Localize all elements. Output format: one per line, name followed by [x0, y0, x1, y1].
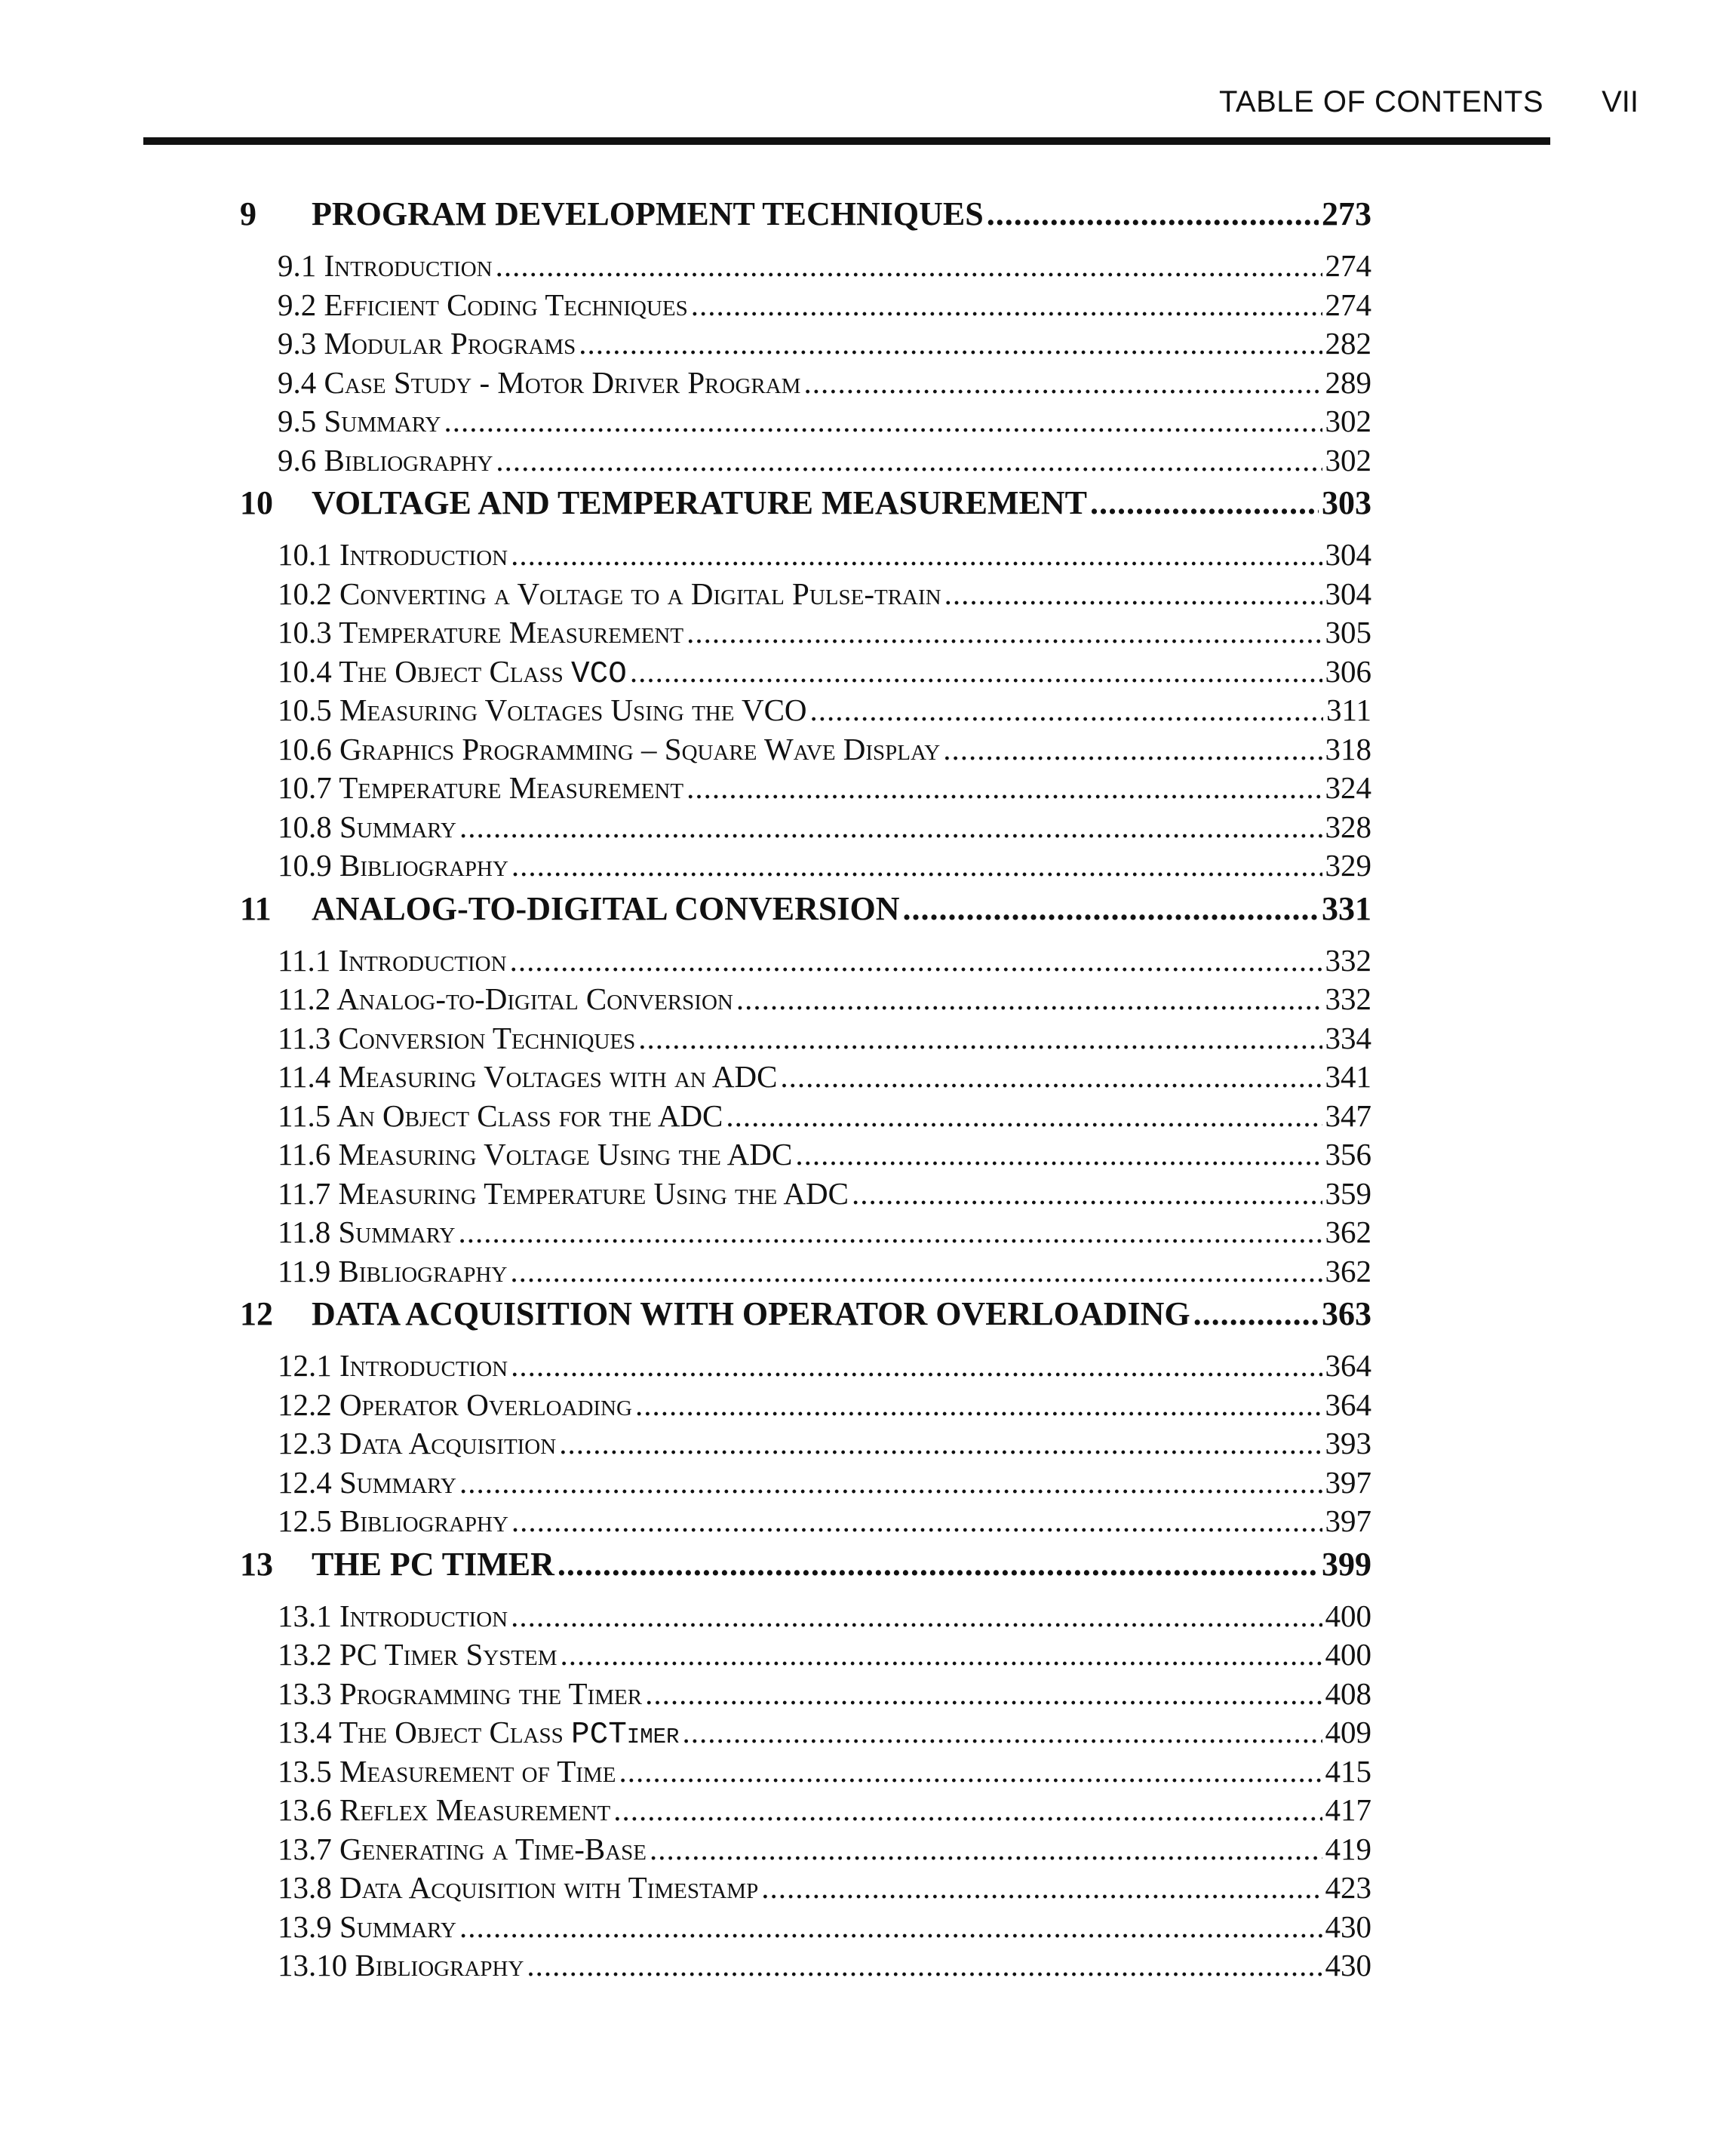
section-title-group	[278, 731, 940, 767]
section-title-group	[278, 1253, 507, 1289]
section-page-number: 423	[1325, 1870, 1371, 1905]
section-page-number: 356	[1325, 1137, 1371, 1172]
chapter-block	[240, 889, 1371, 1292]
dot-leader	[686, 614, 1322, 650]
dot-leader	[645, 1675, 1322, 1712]
section-page-number: 328	[1325, 809, 1371, 844]
chapter-title: DATA ACQUISITION WITH OPERATOR OVERLOADING	[312, 1295, 1190, 1332]
section-entry[interactable]	[240, 1753, 1371, 1792]
section-number: 10.8	[278, 809, 332, 844]
section-title: PC Timer System	[339, 1637, 557, 1672]
section-title-group	[278, 1675, 642, 1712]
dot-leader	[810, 692, 1323, 728]
dot-leader	[943, 731, 1322, 767]
section-title: Data Acquisition	[339, 1426, 557, 1460]
section-title: Operator Overloading	[339, 1387, 632, 1422]
dot-leader	[987, 195, 1319, 233]
section-title-group	[278, 1214, 455, 1250]
section-title: Modular Programs	[324, 326, 576, 361]
section-page-number: 400	[1325, 1598, 1371, 1633]
dot-leader	[780, 1058, 1322, 1095]
dot-leader	[459, 809, 1322, 845]
dot-leader	[444, 403, 1322, 439]
section-title-group	[278, 1909, 456, 1945]
section-page-number: 362	[1325, 1253, 1371, 1288]
section-number: 10.4	[278, 653, 332, 689]
dot-leader	[511, 1598, 1322, 1634]
section-page-number: 274	[1325, 248, 1371, 283]
section-page-number: 362	[1325, 1215, 1371, 1249]
section-page-number: 305	[1325, 615, 1371, 650]
section-number: 13.2	[278, 1637, 332, 1672]
section-title: The Object Class	[339, 653, 564, 689]
section-title: Introduction	[324, 248, 493, 283]
section-title-group	[278, 1636, 557, 1672]
section-title: Introduction	[338, 942, 507, 978]
section-title-group	[278, 536, 508, 573]
section-number: 11.4	[278, 1059, 331, 1094]
table-of-contents	[240, 195, 1371, 1989]
header-title: TABLE OF CONTENTS	[1218, 85, 1543, 118]
section-entry[interactable]	[240, 1058, 1371, 1098]
section-entry[interactable]	[240, 364, 1371, 404]
section-title: An Object Class for the ADC	[336, 1098, 723, 1133]
section-number: 11.9	[278, 1253, 331, 1288]
section-title: Measuring Voltages with an ADC	[338, 1059, 778, 1094]
section-code-name: PCTimer	[571, 1718, 680, 1752]
section-number: 12.4	[278, 1464, 332, 1500]
section-number: 11.7	[278, 1175, 331, 1211]
section-number: 13.7	[278, 1831, 332, 1866]
section-title-group	[278, 1098, 723, 1134]
section-page-number: 318	[1325, 731, 1371, 766]
section-entry[interactable]	[240, 1598, 1371, 1637]
header-rule	[143, 137, 1550, 145]
section-title: Data Acquisition with Timestamp	[339, 1870, 759, 1905]
chapter-page-number: 399	[1322, 1545, 1371, 1583]
chapter-block	[240, 484, 1371, 886]
section-page-number: 341	[1325, 1059, 1371, 1094]
dot-leader	[561, 1636, 1322, 1672]
section-entry[interactable]	[240, 1503, 1371, 1542]
section-title: Summary	[339, 1464, 456, 1500]
section-page-number: 430	[1325, 1909, 1371, 1944]
section-entry[interactable]	[240, 325, 1371, 364]
section-title-group	[278, 653, 627, 692]
dot-leader	[650, 1831, 1322, 1867]
dot-leader	[1193, 1295, 1319, 1333]
section-entry[interactable]	[240, 769, 1371, 809]
chapter-block	[240, 1545, 1371, 1986]
section-number: 11.5	[278, 1098, 331, 1133]
section-number: 13.6	[278, 1792, 332, 1827]
section-code-name: VCO	[571, 656, 627, 692]
section-title-group	[278, 1714, 679, 1752]
section-page-number: 311	[1326, 693, 1371, 727]
section-entry[interactable]	[240, 1464, 1371, 1503]
section-title: Bibliography	[338, 1253, 508, 1288]
dot-leader	[619, 1753, 1322, 1789]
section-page-number: 334	[1325, 1020, 1371, 1055]
section-title-group	[278, 692, 807, 728]
section-title: Measurement of Time	[339, 1753, 616, 1789]
dot-leader	[511, 536, 1322, 573]
chapter-page-number: 331	[1322, 889, 1371, 927]
section-title-group	[278, 1136, 792, 1172]
section-number: 12.3	[278, 1426, 332, 1460]
section-entry[interactable]	[240, 1792, 1371, 1831]
section-title: The Object Class	[339, 1715, 564, 1749]
section-entry[interactable]	[240, 1175, 1371, 1215]
section-entry[interactable]	[240, 287, 1371, 326]
section-entry[interactable]	[240, 536, 1371, 576]
section-page-number: 302	[1325, 442, 1371, 478]
section-title-group	[278, 364, 800, 401]
dot-leader	[579, 325, 1322, 361]
section-page-number: 324	[1325, 770, 1371, 805]
section-entry[interactable]	[240, 1675, 1371, 1715]
section-number: 13.5	[278, 1753, 332, 1789]
section-entry[interactable]	[240, 247, 1371, 287]
section-page-number: 306	[1325, 653, 1371, 689]
section-title-group	[278, 403, 441, 439]
section-page-number: 430	[1325, 1948, 1371, 1982]
section-entry[interactable]	[240, 847, 1371, 886]
chapter-page-number: 273	[1322, 195, 1371, 232]
section-entry[interactable]	[240, 1214, 1371, 1253]
section-number: 10.9	[278, 848, 332, 883]
section-entry[interactable]	[240, 1387, 1371, 1426]
section-number: 9.2	[278, 287, 317, 322]
section-number: 10.7	[278, 770, 332, 805]
chapter-entry[interactable]	[240, 1295, 1371, 1347]
section-entry[interactable]	[240, 731, 1371, 770]
section-title: Introduction	[339, 1598, 508, 1633]
section-number: 10.5	[278, 693, 332, 727]
chapter-title: VOLTAGE AND TEMPERATURE MEASUREMENT	[312, 484, 1087, 521]
section-page-number: 400	[1325, 1637, 1371, 1672]
section-title-group	[278, 1347, 508, 1384]
section-title-group	[278, 981, 733, 1017]
section-page-number: 332	[1325, 981, 1371, 1016]
chapter-page-number: 363	[1322, 1295, 1371, 1332]
section-title: Temperature Measurement	[339, 770, 684, 805]
section-title-group	[278, 847, 508, 883]
section-number: 11.1	[278, 942, 331, 978]
dot-leader	[903, 889, 1319, 928]
dot-leader	[511, 1347, 1322, 1384]
section-title-group	[278, 247, 493, 284]
section-title: Measuring Voltage Using the ADC	[338, 1137, 793, 1172]
section-title: Summary	[338, 1215, 456, 1249]
dot-leader	[686, 769, 1322, 806]
section-title-group	[278, 942, 507, 978]
chapter-page-number: 303	[1322, 484, 1371, 521]
section-entry[interactable]	[240, 403, 1371, 442]
section-number: 13.4	[278, 1715, 332, 1749]
section-entry[interactable]	[240, 1714, 1371, 1753]
chapter-entry[interactable]	[240, 889, 1371, 942]
section-title: Conversion Techniques	[338, 1020, 636, 1055]
section-number: 11.2	[278, 981, 331, 1016]
dot-leader	[459, 1464, 1322, 1500]
section-number: 9.4	[278, 364, 317, 400]
dot-leader	[559, 1425, 1322, 1461]
section-entry[interactable]	[240, 653, 1371, 693]
dot-leader	[761, 1869, 1322, 1906]
chapter-number: 10	[240, 484, 273, 521]
section-entry[interactable]	[240, 1020, 1371, 1059]
dot-leader	[726, 1098, 1322, 1134]
section-title: Programming the Timer	[339, 1675, 643, 1711]
section-title: Reflex Measurement	[339, 1792, 611, 1827]
section-title-group	[278, 1464, 456, 1500]
section-title-group	[278, 1598, 508, 1634]
section-entry[interactable]	[240, 1347, 1371, 1387]
section-title-group	[278, 1175, 849, 1212]
section-number: 9.3	[278, 326, 317, 361]
dot-leader	[944, 576, 1322, 612]
dot-leader	[459, 1909, 1322, 1945]
section-title-group	[278, 1869, 758, 1906]
dot-leader	[511, 1503, 1322, 1539]
dot-leader	[736, 981, 1322, 1017]
section-page-number: 289	[1325, 364, 1371, 400]
chapter-number: 11	[240, 889, 272, 927]
section-number: 13.8	[278, 1870, 332, 1905]
section-entry[interactable]	[240, 1831, 1371, 1870]
section-title: Case Study - Motor Driver Program	[324, 364, 801, 400]
section-page-number: 304	[1325, 537, 1371, 572]
section-number: 10.6	[278, 731, 332, 766]
section-page-number: 304	[1325, 576, 1371, 611]
section-number: 12.5	[278, 1503, 332, 1538]
section-number: 11.3	[278, 1020, 331, 1055]
section-title: Graphics Programming – Square Wave Display	[339, 731, 941, 766]
section-page-number: 302	[1325, 404, 1371, 438]
section-title: Summary	[324, 404, 441, 438]
section-title-group	[278, 325, 576, 361]
section-title: Efficient Coding Techniques	[324, 287, 688, 322]
section-title-group	[278, 1503, 508, 1539]
section-number: 9.5	[278, 404, 317, 438]
running-header	[143, 79, 1639, 124]
section-page-number: 397	[1325, 1503, 1371, 1538]
section-entry[interactable]	[240, 1947, 1371, 1986]
section-page-number: 359	[1325, 1175, 1371, 1211]
section-page-number: 393	[1325, 1426, 1371, 1460]
section-number: 12.1	[278, 1348, 332, 1383]
dot-leader	[496, 442, 1322, 478]
section-entry[interactable]	[240, 576, 1371, 615]
section-title-group	[278, 1792, 610, 1828]
section-entry[interactable]	[240, 692, 1371, 731]
chapter-block	[240, 1295, 1371, 1542]
section-entry[interactable]	[240, 1425, 1371, 1464]
section-number: 10.3	[278, 615, 332, 650]
chapter-number: 9	[240, 195, 256, 232]
dot-leader	[795, 1136, 1322, 1172]
section-number: 12.2	[278, 1387, 332, 1422]
section-number: 11.6	[278, 1137, 331, 1172]
section-entry[interactable]	[240, 442, 1371, 481]
section-title-group	[278, 1425, 556, 1461]
dot-leader	[852, 1175, 1322, 1212]
section-title-group	[278, 809, 456, 845]
section-number: 13.3	[278, 1675, 332, 1711]
section-title: Bibliography	[324, 442, 493, 478]
section-entry[interactable]	[240, 1098, 1371, 1137]
section-title: Bibliography	[339, 848, 508, 883]
section-number: 9.1	[278, 248, 317, 283]
section-title-group	[278, 1753, 616, 1789]
section-entry[interactable]	[240, 1136, 1371, 1175]
section-page-number: 329	[1325, 848, 1371, 883]
section-number: 13.1	[278, 1598, 332, 1633]
section-number: 13.10	[278, 1948, 348, 1982]
section-title-group	[278, 1831, 647, 1867]
section-title-group	[278, 1058, 777, 1095]
dot-leader	[638, 1020, 1322, 1056]
section-page-number: 408	[1325, 1675, 1371, 1711]
section-page-number: 332	[1325, 942, 1371, 978]
section-number: 10.1	[278, 537, 332, 572]
section-page-number: 409	[1325, 1715, 1371, 1749]
section-number: 13.9	[278, 1909, 332, 1944]
dot-leader	[510, 942, 1322, 978]
section-title-group	[278, 614, 683, 650]
section-page-number: 347	[1325, 1098, 1371, 1133]
dot-leader	[691, 287, 1322, 323]
section-title: Measuring Voltages Using the VCO	[339, 693, 807, 727]
section-title: Bibliography	[355, 1948, 524, 1982]
section-entry[interactable]	[240, 614, 1371, 653]
dot-leader	[527, 1947, 1322, 1983]
chapter-title: THE PC TIMER	[312, 1545, 554, 1583]
section-title: Analog-to-Digital Conversion	[336, 981, 733, 1016]
section-title: Generating a Time-Base	[339, 1831, 647, 1866]
dot-leader	[496, 247, 1322, 284]
section-entry[interactable]	[240, 981, 1371, 1020]
section-entry[interactable]	[240, 1636, 1371, 1675]
section-title: Temperature Measurement	[339, 615, 684, 650]
section-number: 11.8	[278, 1215, 331, 1249]
dot-leader	[630, 653, 1322, 689]
chapter-number: 12	[240, 1295, 273, 1332]
section-page-number: 364	[1325, 1348, 1371, 1383]
section-title: Introduction	[339, 1348, 508, 1383]
chapter-title: ANALOG-TO-DIGITAL CONVERSION	[312, 889, 900, 927]
chapter-block	[240, 195, 1371, 481]
section-page-number: 282	[1325, 326, 1371, 361]
section-page-number: 364	[1325, 1387, 1371, 1422]
section-title-group	[278, 442, 493, 478]
header-page-number: VII	[1602, 85, 1639, 118]
section-entry[interactable]	[240, 1909, 1371, 1948]
section-title-group	[278, 1947, 524, 1983]
chapter-entry[interactable]	[240, 195, 1371, 247]
dot-leader	[557, 1545, 1319, 1583]
chapter-title: PROGRAM DEVELOPMENT TECHNIQUES	[312, 195, 984, 232]
section-page-number: 417	[1325, 1792, 1371, 1827]
chapter-number: 13	[240, 1545, 273, 1583]
dot-leader	[613, 1792, 1322, 1828]
dot-leader	[1090, 484, 1319, 522]
section-title: Measuring Temperature Using the ADC	[338, 1175, 849, 1211]
chapter-entry[interactable]	[240, 1545, 1371, 1598]
section-page-number: 397	[1325, 1464, 1371, 1500]
dot-leader	[510, 1253, 1322, 1289]
section-title-group	[278, 1387, 632, 1423]
dot-leader	[682, 1714, 1322, 1750]
section-title: Bibliography	[339, 1503, 508, 1538]
section-number: 10.2	[278, 576, 332, 611]
section-title: Summary	[339, 809, 456, 844]
section-entry[interactable]	[240, 809, 1371, 848]
section-title: Introduction	[339, 537, 508, 572]
section-title: Converting a Voltage to a Digital Pulse-train	[339, 576, 941, 611]
section-number: 9.6	[278, 442, 317, 478]
section-title-group	[278, 287, 688, 323]
section-title-group	[278, 1020, 635, 1056]
section-page-number: 274	[1325, 287, 1371, 322]
chapter-entry[interactable]	[240, 484, 1371, 536]
section-title-group	[278, 769, 683, 806]
dot-leader	[635, 1387, 1322, 1423]
section-entry[interactable]	[240, 1869, 1371, 1909]
section-entry[interactable]	[240, 942, 1371, 981]
section-title: Summary	[339, 1909, 456, 1944]
section-title-group	[278, 576, 941, 612]
section-entry[interactable]	[240, 1253, 1371, 1292]
section-page-number: 419	[1325, 1831, 1371, 1866]
dot-leader	[458, 1214, 1322, 1250]
section-page-number: 415	[1325, 1753, 1371, 1789]
dot-leader	[803, 364, 1322, 401]
dot-leader	[511, 847, 1322, 883]
